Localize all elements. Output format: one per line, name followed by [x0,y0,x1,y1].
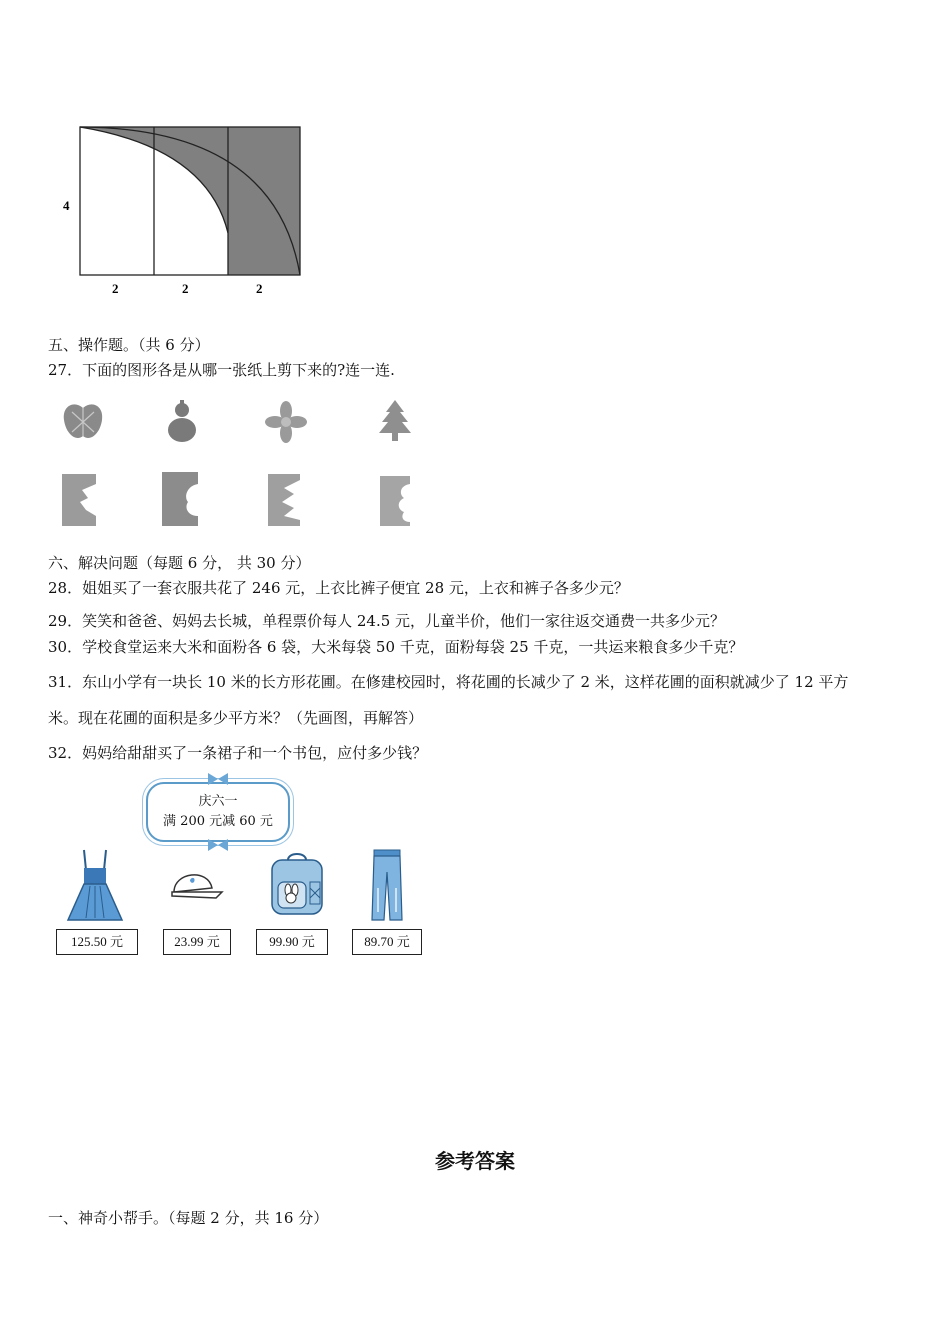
jeans-price-tag: 89.70 元 [352,929,422,955]
paper-cutout-2 [162,472,198,526]
shaded-region [80,127,300,275]
paper-cutout-1 [62,474,96,526]
question-29: 29．笑笑和爸爸、妈妈去长城，单程票价每人 24.5 元，儿童半价，他们一家往返交通费一共多少元？ [48,612,726,630]
section5-heading: 五、操作题。（共 6 分） [48,336,210,354]
backpack-icon [264,852,330,918]
cap-icon [168,866,224,900]
width-label-3: 2 [256,281,263,296]
width-label-1: 2 [112,281,119,296]
cap-price-tag: 23.99 元 [163,929,231,955]
question-30: 30．学校食堂运来大米和面粉各 6 袋，大米每袋 50 千克，面粉每袋 25 千克，一共运来粮食多少千克？ [48,638,744,656]
dress-icon [64,848,126,922]
height-label: 4 [63,198,70,213]
shaded-area-figure [55,118,315,303]
bow-bottom-icon [205,838,231,852]
promo-line-2: 满 200 元减 60 元 [163,814,273,829]
section6-heading: 六、解决问题（每题 6 分， 共 30 分） [48,554,311,572]
apple-shape-icon [60,398,106,444]
answers-section1-heading: 一、神奇小帮手。（每题 2 分，共 16 分） [48,1209,329,1227]
question-27: 27．下面的图形各是从哪一张纸上剪下来的?连一连. [48,361,395,379]
promo-line-1: 庆六一 [198,794,238,809]
paper-cutout-3 [268,474,300,526]
paper-cutout-4 [380,476,410,526]
dress-price-tag: 125.50 元 [56,929,138,955]
flower-shape-icon [264,400,308,444]
gourd-shape-icon [162,398,202,444]
jeans-icon [370,848,404,922]
bow-top-icon [205,772,231,786]
width-label-2: 2 [182,281,189,296]
promo-sign [146,782,290,842]
answers-title: 参考答案 [435,1149,515,1173]
question-28: 28．姐姐买了一套衣服共花了 246 元，上衣比裤子便宜 28 元，上衣和裤子各多少元？ [48,579,629,597]
tree-shape-icon [376,398,414,444]
question-31-line1: 31．东山小学有一块长 10 米的长方形花圃。在修建校园时，将花圃的长减少了 2 米，这样花圃的面积就减少了 12 平方 [48,673,849,691]
question-32: 32．妈妈给甜甜买了一条裙子和一个书包，应付多少钱？ [48,744,428,762]
question-31-line2: 米。现在花圃的面积是多少平方米？（先画图，再解答） [48,709,424,727]
backpack-price-tag: 99.90 元 [256,929,328,955]
